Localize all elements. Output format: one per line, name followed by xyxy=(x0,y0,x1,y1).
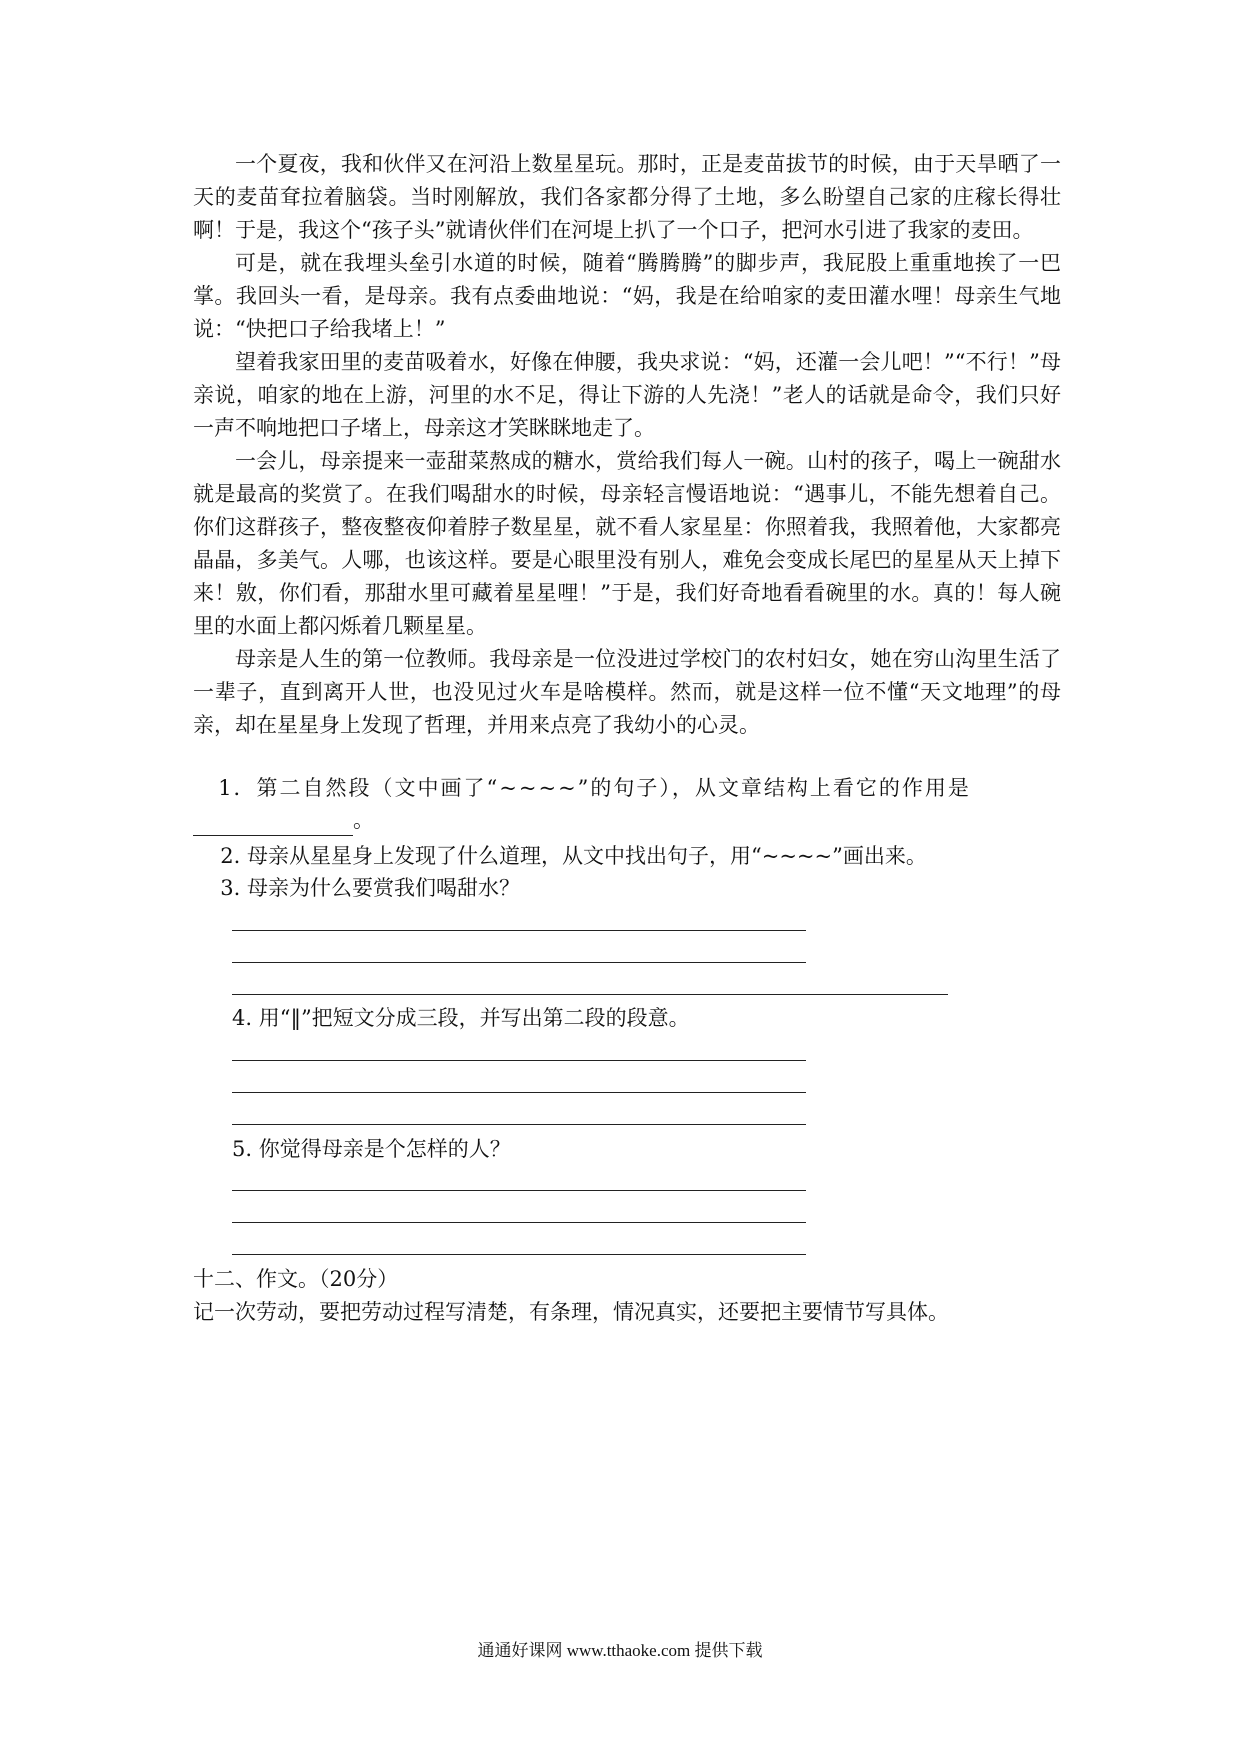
question-1-answer-row xyxy=(193,804,1061,836)
question-4: 4. 用“‖”把短文分成三段，并写出第二段的段意。 xyxy=(232,1006,690,1030)
question-3-answer-line-1[interactable] xyxy=(232,930,806,931)
question-4-answer-line-3[interactable] xyxy=(232,1124,806,1125)
question-section xyxy=(193,772,1061,904)
question-1: 1．第二自然段（文中画了“~~~~”的句子），从文章结构上看它的作用是 xyxy=(218,776,971,800)
question-3-answer-line-3[interactable] xyxy=(232,994,948,995)
question-5: 5. 你觉得母亲是个怎样的人？ xyxy=(232,1137,511,1161)
question-3: 3. 母亲为什么要赏我们喝甜水？ xyxy=(220,876,521,900)
essay-heading: 十二、作文。（20分） xyxy=(193,1267,399,1291)
question-1-answer-blank[interactable] xyxy=(193,813,353,836)
question-5-answer-line-2[interactable] xyxy=(232,1222,806,1223)
passage-paragraph-2: 可是，就在我埋头垒引水道的时候，随着“腾腾腾”的脚步声，我屁股上重重地挨了一巴掌。我回头一看，是母亲。我有点委曲地说：“妈，我是在给咱家的麦田灌水哩！母亲生气地说：“快把口子给我堵上！” xyxy=(193,251,1061,341)
question-1-end-mark: 。 xyxy=(353,808,374,832)
page-footer: 通通好课网 www.tthaoke.com 提供下载 xyxy=(477,1641,763,1660)
question-2: 2. 母亲从星星身上发现了什么道理，从文中找出句子，用“~~~~”画出来。 xyxy=(220,844,927,868)
question-5-answer-line-3[interactable] xyxy=(232,1254,806,1255)
passage-paragraph-4: 一会儿，母亲提来一壶甜菜熬成的糖水，赏给我们每人一碗。山村的孩子，喝上一碗甜水就是最高的奖赏了。在我们喝甜水的时候，母亲轻言慢语地说：“遇事儿，不能先想着自己。你们这群孩子，整夜整夜仰着脖子数星星，就不看人家星星：你照着我，我照着他，大家都亮晶晶，多美气。人哪，也该这样。要是心眼里没有别人，难免会变成长尾巴的星星从天上掉下来！敫，你们看，那甜水里可藏着星星哩！”于是，我们好奇地看看碗里的水。真的！每人碗里的水面上都闪烁着几颗星星。 xyxy=(193,449,1061,638)
passage-paragraph-5: 母亲是人生的第一位教师。我母亲是一位没进过学校门的农村妇女，她在穷山沟里生活了一辈子，直到离开人世，也没见过火车是啥模样。然而，就是这样一位不懂“天文地理”的母亲，却在星星身上发现了哲理，并用来点亮了我幼小的心灵。 xyxy=(193,647,1061,737)
passage-paragraph-1: 一个夏夜，我和伙伴又在河沿上数星星玩。那时，正是麦苗拔节的时候，由于天旱晒了一天的麦苗耷拉着脑袋。当时刚解放，我们各家都分得了土地，多么盼望自己家的庄稼长得壮啊！于是，我这个“孩子头”就请伙伴们在河堤上扒了一个口子，把河水引进了我家的麦田。 xyxy=(193,152,1061,242)
question-3-answer-line-2[interactable] xyxy=(232,962,806,963)
question-4-answer-line-2[interactable] xyxy=(232,1092,806,1093)
question-5-answer-line-1[interactable] xyxy=(232,1190,806,1191)
passage-paragraph-3: 望着我家田里的麦苗吸着水，好像在伸腰，我央求说：“妈，还灌一会儿吧！”“不行！”母亲说，咱家的地在上游，河里的水不足，得让下游的人先浇！”老人的话就是命令，我们只好一声不响地把口子堵上，母亲这才笑眯眯地走了。 xyxy=(193,350,1061,440)
reading-passage xyxy=(193,148,1061,742)
essay-section xyxy=(193,1263,1061,1329)
essay-prompt: 记一次劳动，要把劳动过程写清楚，有条理，情况真实，还要把主要情节写具体。 xyxy=(193,1300,949,1324)
question-4-answer-line-1[interactable] xyxy=(232,1060,806,1061)
